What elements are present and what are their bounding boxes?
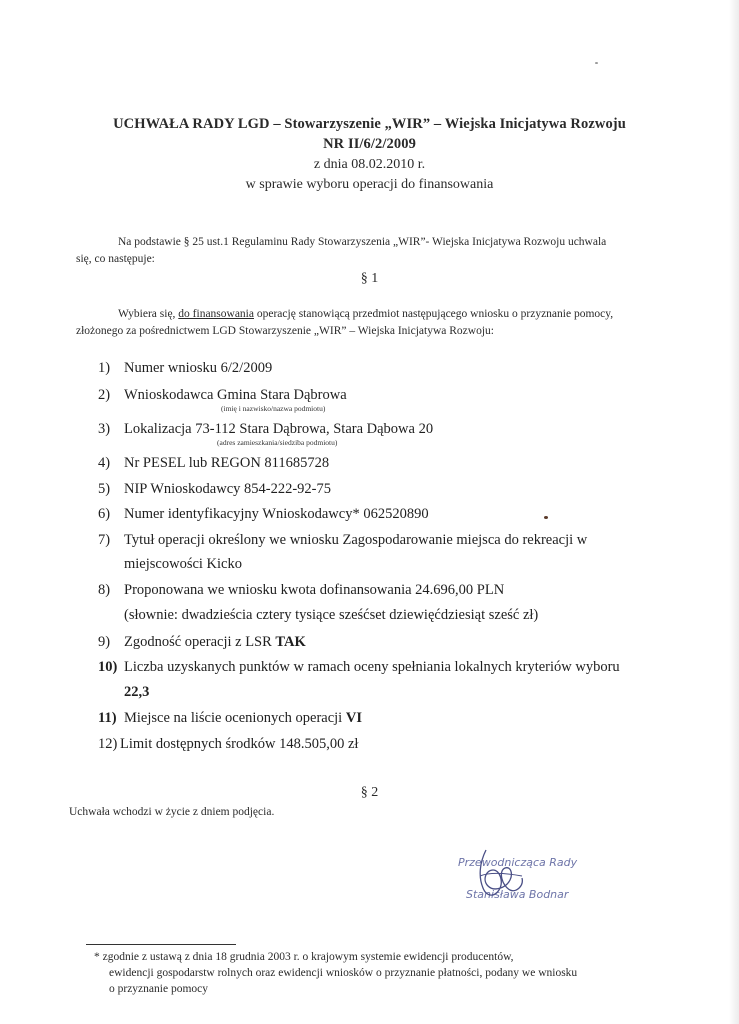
list-item — [98, 532, 587, 549]
item-note: (imię i nazwisko/nazwa podmiotu) — [221, 404, 326, 413]
item-text: Zgodność operacji z LSR — [124, 634, 276, 650]
footnote-line-1: * zgodnie z ustawą z dnia 18 grudnia 2003 r. o krajowym systemie ewidencji producentów, — [94, 951, 514, 963]
scan-edge — [729, 0, 739, 1024]
item-text: Wnioskodawca Gmina Stara Dąbrowa — [124, 387, 347, 403]
item-text-continued: miejscowości Kicko — [124, 556, 242, 572]
item-note: (adres zamieszkania/siedziba podmiotu) — [217, 438, 338, 447]
section-1-text-1 — [118, 306, 613, 323]
item-number: 7) — [98, 532, 111, 548]
item-bold-value: 22,3 — [124, 684, 150, 700]
item-text: NIP Wnioskodawcy 854-222-92-75 — [124, 481, 332, 497]
list-item — [98, 481, 331, 498]
list-item — [98, 360, 272, 377]
section-2-heading: § 2 — [360, 785, 379, 800]
item-text: Nr PESEL lub REGON 811685728 — [124, 455, 330, 471]
item-number: 9) — [98, 634, 111, 650]
item-number: 6) — [98, 506, 111, 522]
item-text: Proponowana we wniosku kwota dofinansowania 24.696,00 PLN — [124, 582, 505, 598]
list-item — [98, 634, 306, 651]
list-item — [98, 659, 620, 676]
ink-spot — [544, 516, 548, 519]
list-item — [98, 455, 329, 472]
list-item — [98, 710, 362, 727]
list-item — [98, 387, 347, 404]
resolution-date: z dnia 08.02.2010 r. — [313, 157, 426, 172]
stamp-name: Stanisława Bodnar — [466, 888, 569, 901]
section-1-text-2: złożonego za pośrednictwem LGD Stowarzyszenie „WIR” – Wiejska Inicjatywa Rozwoju: — [76, 325, 494, 337]
signature-icon — [450, 846, 570, 916]
footnote-line-2: ewidencji gospodarstw rolnych oraz ewidencji wniosków o przyznanie płatności, podany we wniosku — [109, 967, 578, 979]
item-text: Numer identyfikacyjny Wnioskodawcy* 062520890 — [124, 506, 429, 522]
section-1-heading: § 1 — [360, 271, 379, 286]
item-number: 3) — [98, 421, 111, 437]
intro-line-1: Na podstawie § 25 ust.1 Regulaminu Rady Stowarzyszenia „WIR”- Wiejska Inicjatywa Rozwoju uchwala — [118, 236, 607, 248]
section-1-text-after: operację stanowiącą przedmiot następującego wniosku o przyznanie pomocy, — [254, 308, 614, 320]
item-number: 12) — [98, 736, 118, 752]
item-number: 4) — [98, 455, 111, 471]
list-item — [98, 736, 358, 753]
stamp-title: Przewodnicząca Rady — [458, 856, 578, 869]
intro-line-2: się, co następuje: — [76, 253, 155, 265]
item-number: 5) — [98, 481, 111, 497]
item-text: Lokalizacja 73-112 Stara Dąbrowa, Stara Dąbowa 20 — [124, 421, 434, 437]
item-text: Liczba uzyskanych punktów w ramach oceny spełniania lokalnych kryteriów wyboru — [124, 659, 620, 675]
item-text: Numer wniosku 6/2/2009 — [124, 360, 273, 376]
item-text: Limit dostępnych środków 148.505,00 zł — [120, 736, 359, 752]
list-item — [98, 421, 433, 438]
item-number: 11) — [98, 710, 117, 726]
item-number: 1) — [98, 360, 111, 376]
section-1-text-before: Wybiera się, — [118, 308, 179, 320]
item-number: 10) — [98, 659, 118, 675]
section-2-text: Uchwała wchodzi w życie z dniem podjęcia. — [69, 806, 275, 818]
footnote-separator — [86, 944, 236, 945]
item-text: Tytuł operacji określony we wniosku Zagospodarowanie miejsca do rekreacji w — [124, 532, 588, 548]
list-item — [98, 582, 504, 599]
ink-spot — [595, 62, 598, 64]
item-number: 2) — [98, 387, 111, 403]
item-bold-value: VI — [345, 710, 362, 726]
section-1-underlined: do finansowania — [178, 308, 254, 320]
item-text: Miejsce na liście ocenionych operacji — [124, 710, 346, 726]
item-number: 8) — [98, 582, 111, 598]
footnote-line-3: o przyznanie pomocy — [109, 983, 208, 995]
item-bold-value: TAK — [275, 634, 306, 650]
list-item — [98, 506, 429, 523]
resolution-number: NR II/6/2/2009 — [323, 136, 416, 152]
resolution-title: UCHWAŁA RADY LGD – Stowarzyszenie „WIR” – Wiejska Inicjatywa Rozwoju — [113, 116, 626, 132]
item-text-continued: (słownie: dwadzieścia cztery tysiące sześćset dziewięćdziesiąt sześć zł) — [124, 607, 539, 623]
resolution-subject: w sprawie wyboru operacji do finansowania — [245, 177, 494, 192]
